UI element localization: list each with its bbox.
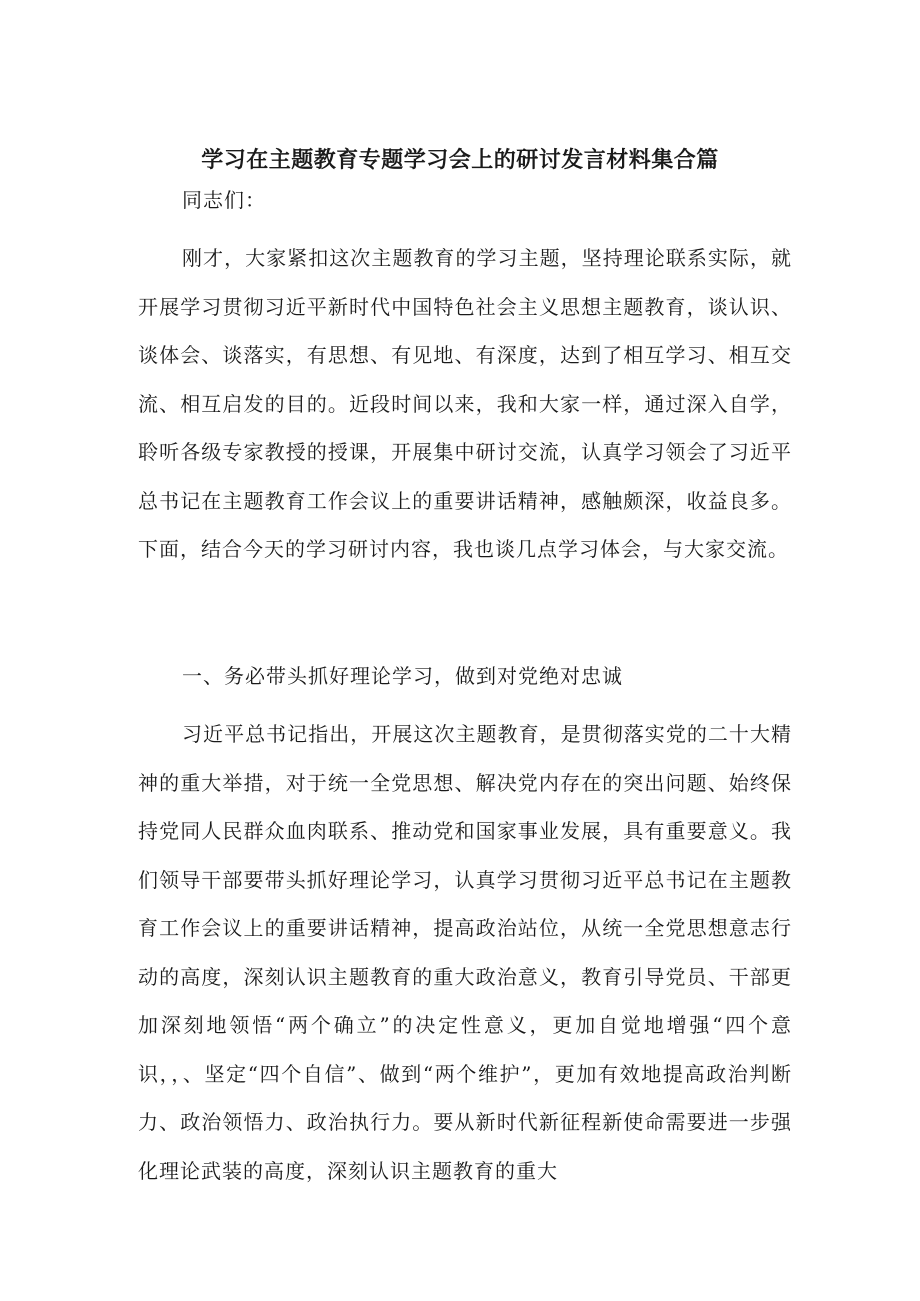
paragraph-section-1: 习近平总书记指出，开展这次主题教育，是贯彻落实党的二十大精神的重大举措，对于统一全党思想、解决党内存在的突出问题、始终保持党同人民群众血肉联系、推动党和国家事业发展，具有重要意义。我们领导干部要带头抓好理论学习，认真学习贯彻习近平总书记在主题教育工作会议上的重要讲话精神，提高政治站位，从统一全党思想意志行动的高度，深刻认识主题教育的重大政治意义，教育引导党员、干部更加深刻地领悟“两个确立”的决定性意义，更加自觉地增强“四个意识，，、坚定“四个自信”、做到“两个维护”，更加有效地提高政治判断力、政治领悟力、政治执行力。要从新时代新征程新使命需要进一步强化理论武装的高度，深刻认识主题教育的重大 [138, 722, 792, 1183]
paragraph-opening: 刚才，大家紧扣这次主题教育的学习主题，坚持理论联系实际，就开展学习贯彻习近平新时代中国特色社会主义思想主题教育，谈认识、谈体会、谈落实，有思想、有见地、有深度，达到了相互学习、相互交流、相互启发的目的。近段时间以来，我和大家一样，通过深入自学，聆听各级专家教授的授课，开展集中研讨交流，认真学习领会了习近平总书记在主题教育工作会议上的重要讲话精神，感触颇深，收益良多。下面，结合今天的学习研讨内容，我也谈几点学习体会，与大家交流。 [138, 246, 792, 561]
section-heading-1: 一、务必带头抓好理论学习，做到对党绝对忠诚 [182, 664, 623, 688]
salutation: 同志们： [182, 188, 266, 212]
document-title: 学习在主题教育专题学习会上的研讨发言材料集合篇 [201, 148, 719, 173]
